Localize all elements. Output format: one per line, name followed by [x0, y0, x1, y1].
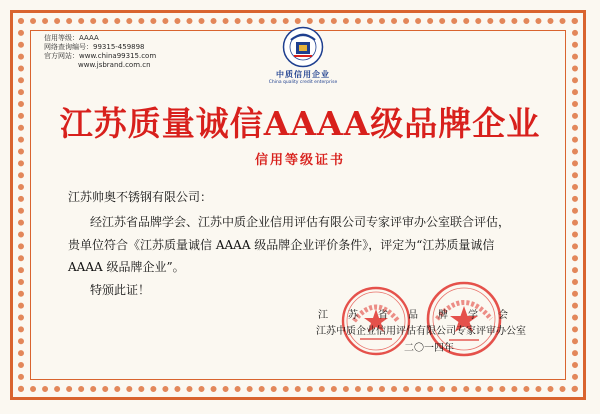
- query-number: 网络查询编号：99315-459898: [44, 43, 145, 51]
- recipient: 江苏帅奥不锈钢有限公司：: [68, 190, 213, 204]
- body-line-1: 经江苏省品牌学会、江苏中质企业信用评估有限公司专家评审办公室联合评估，: [90, 215, 511, 229]
- logo-english-name: China quality credit enterprise: [268, 80, 338, 85]
- logo-emblem-icon: [282, 26, 324, 68]
- certificate-title: 江苏质量诚信AAAA级品牌企业: [59, 104, 541, 143]
- issuer-brand-society: 江 苏 省 品 牌 学 会: [318, 310, 508, 321]
- left-seal-stamp: [340, 285, 412, 357]
- certificate-subtitle: 信用等级证书: [254, 153, 345, 168]
- issue-date: 二〇一四年: [404, 343, 454, 354]
- closing-text: 特颁此证！: [90, 283, 151, 297]
- official-site: 官方网站：www.china99315.com: [44, 52, 157, 60]
- logo-chinese-name: 中质信用企业: [276, 70, 330, 79]
- official-site-2: www.jsbrand.com.cn: [78, 61, 151, 69]
- body-line-2: 贵单位符合《江苏质量诚信 AAAA 级品牌企业评价条件》，评定为“江苏质量诚信: [68, 238, 495, 252]
- body-line-3: AAAA 级品牌企业”。: [68, 260, 185, 274]
- header-info: [44, 34, 156, 70]
- logo: [268, 26, 338, 85]
- credit-grade: 信用等级：AAAA: [44, 34, 99, 42]
- issuer-credit-office: 江苏中质企业信用评估有限公司专家评审办公室: [316, 326, 526, 337]
